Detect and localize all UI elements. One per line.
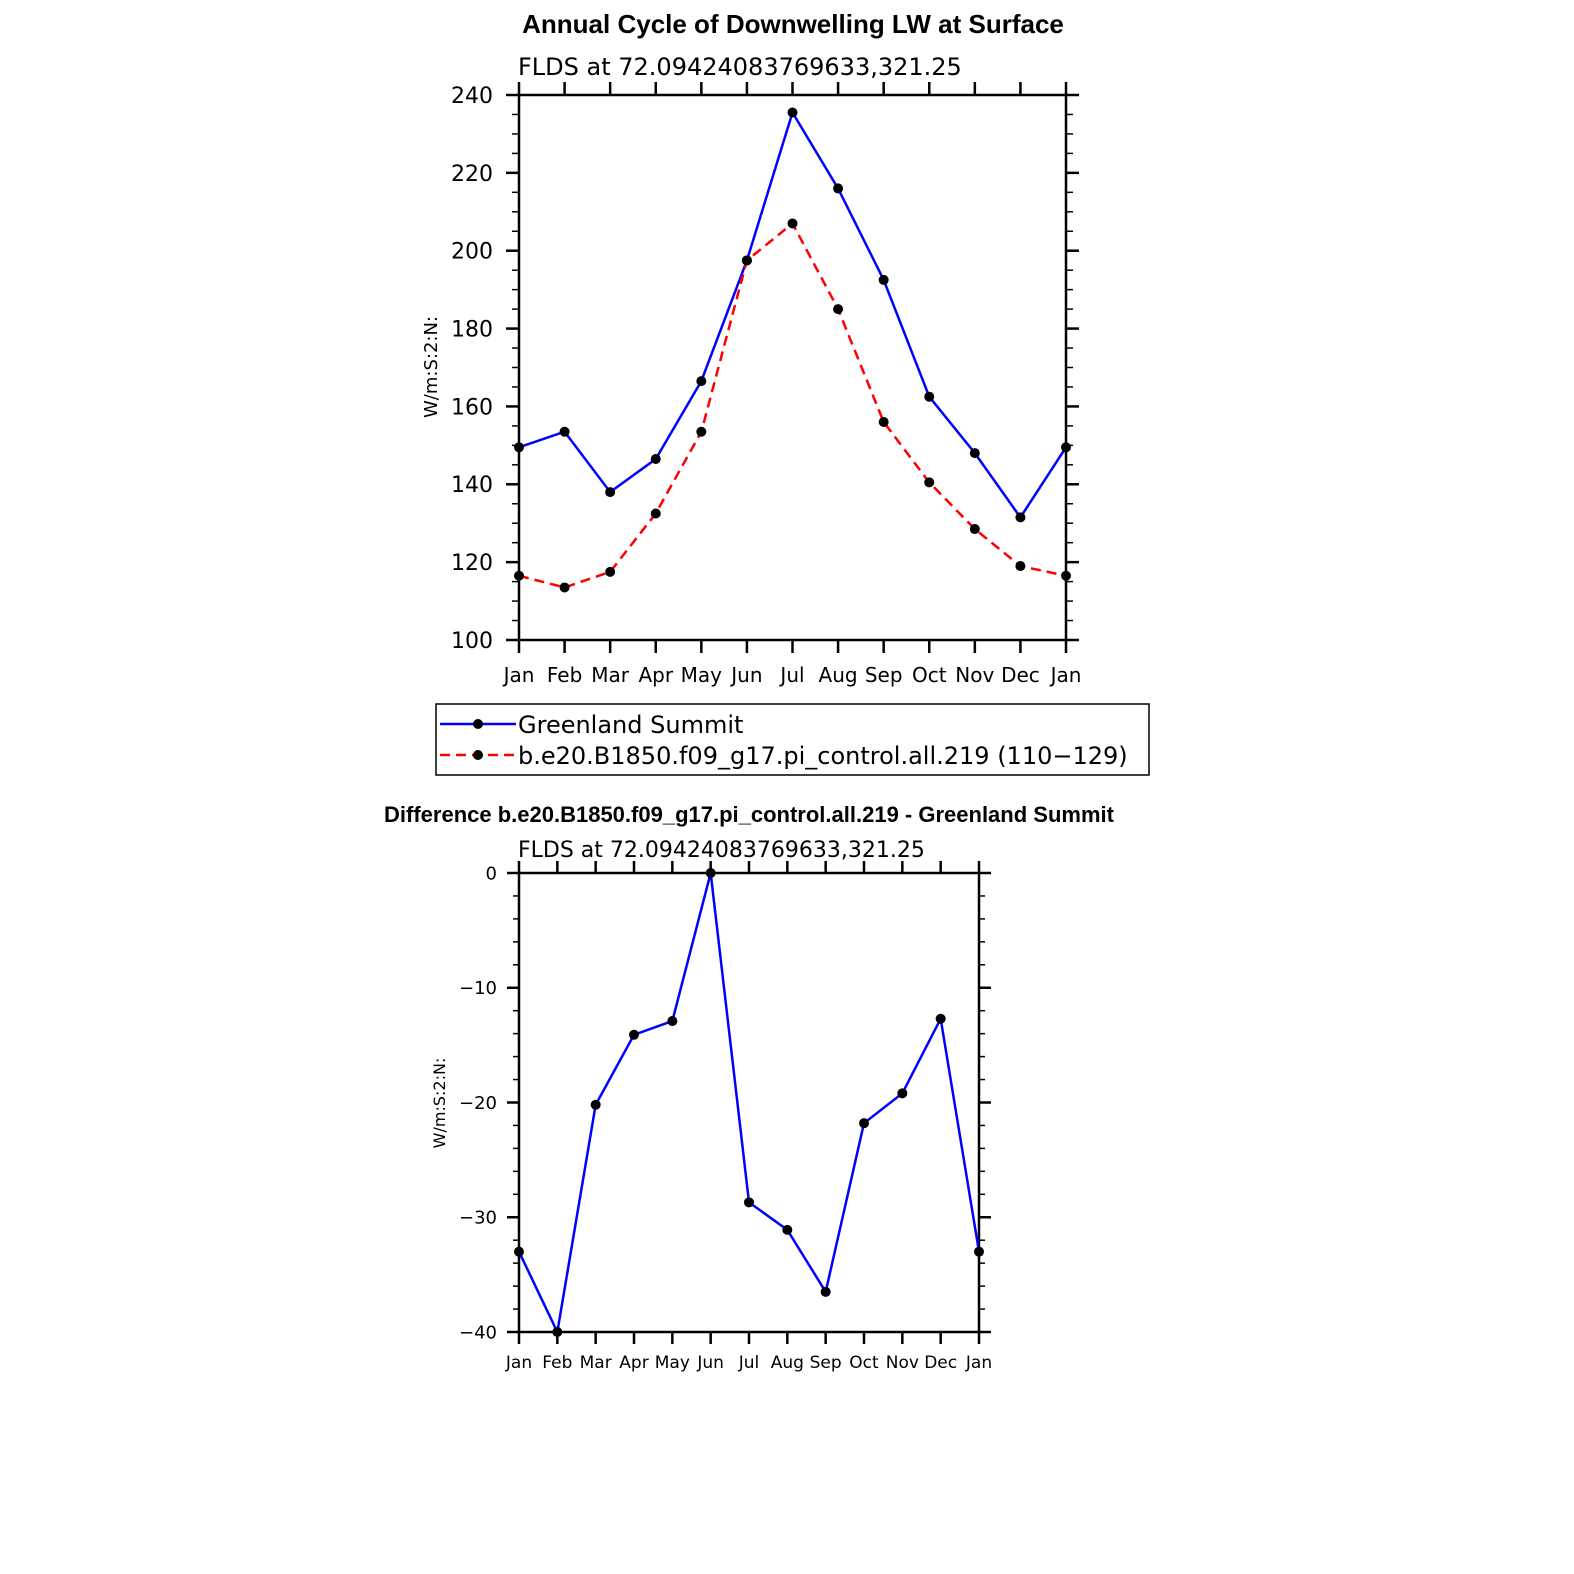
lower-data-point: [859, 1118, 869, 1128]
upper-data-point: [560, 582, 570, 592]
lower-x-tick-label: Jun: [697, 1353, 724, 1373]
lower-data-point: [706, 868, 716, 878]
upper-data-point: [970, 524, 980, 534]
upper-data-point: [605, 567, 615, 577]
lower-plot-frame: [519, 873, 979, 1332]
upper-x-tick-label: Nov: [955, 663, 995, 687]
upper-chart-ylabel: W/m:S:2:N:: [421, 316, 442, 418]
lower-data-point: [667, 1016, 677, 1026]
lower-data-point: [936, 1014, 946, 1024]
upper-data-point: [788, 218, 798, 228]
upper-data-point: [514, 571, 524, 581]
lower-data-point: [897, 1088, 907, 1098]
upper-x-tick-label: Jan: [503, 663, 535, 687]
lower-x-tick-label: Oct: [849, 1353, 879, 1373]
upper-y-tick-label: 180: [451, 317, 493, 343]
lower-x-tick-label: Jan: [965, 1353, 993, 1373]
upper-x-tick-label: Feb: [546, 663, 583, 687]
lower-chart-ylabel: W/m:S:2:N:: [430, 1057, 449, 1149]
upper-data-point: [1015, 561, 1025, 571]
upper-data-point: [651, 508, 661, 518]
lower-data-point: [821, 1287, 831, 1297]
lower-x-tick-label: Sep: [809, 1353, 842, 1373]
upper-x-tick-label: Jul: [780, 663, 805, 687]
lower-x-tick-label: Mar: [579, 1353, 612, 1373]
lower-x-tick-label: Jan: [505, 1353, 533, 1373]
upper-x-tick-label: Aug: [818, 663, 858, 687]
upper-data-point: [742, 255, 752, 265]
upper-data-point: [696, 376, 706, 386]
upper-data-point: [833, 183, 843, 193]
upper-x-tick-label: Apr: [638, 663, 674, 687]
lower-data-point: [591, 1100, 601, 1110]
upper-data-point: [879, 275, 889, 285]
lower-y-tick-label: 0: [485, 863, 497, 885]
lower-y-tick-label: −30: [459, 1207, 497, 1229]
upper-data-point: [560, 427, 570, 437]
upper-y-tick-label: 240: [451, 83, 493, 109]
lower-x-tick-label: Feb: [542, 1353, 573, 1373]
lower-chart-title: Difference b.e20.B1850.f09_g17.pi_control.all.219 - Greenland Summit: [384, 802, 1114, 827]
upper-x-tick-label: Oct: [911, 663, 947, 687]
upper-y-tick-label: 220: [451, 161, 493, 187]
lower-x-tick-label: Dec: [924, 1353, 958, 1373]
upper-x-tick-label: Dec: [1001, 663, 1040, 687]
upper-y-tick-label: 100: [451, 628, 493, 654]
lower-data-point: [552, 1327, 562, 1337]
lower-data-point: [974, 1247, 984, 1257]
lower-x-tick-label: Jul: [738, 1353, 760, 1373]
lower-data-point: [744, 1197, 754, 1207]
lower-series-line-0: [519, 873, 979, 1332]
upper-chart-panel: [421, 9, 1081, 687]
upper-chart-title: Annual Cycle of Downwelling LW at Surface: [522, 9, 1064, 39]
upper-data-point: [651, 454, 661, 464]
lower-x-tick-label: Nov: [885, 1353, 919, 1373]
upper-y-tick-label: 160: [451, 395, 493, 421]
upper-data-point: [788, 108, 798, 118]
upper-data-point: [924, 392, 934, 402]
upper-y-tick-label: 200: [451, 239, 493, 265]
lower-y-tick-label: −10: [459, 978, 497, 1000]
legend-marker-control: [473, 750, 483, 760]
lower-y-tick-label: −40: [459, 1322, 497, 1344]
upper-data-point: [924, 477, 934, 487]
lower-x-tick-label: Apr: [619, 1353, 649, 1373]
upper-plot-frame: [519, 95, 1066, 640]
upper-series-line-1: [519, 223, 1066, 587]
lower-chart-subtitle: FLDS at 72.09424083769633,321.25: [518, 838, 925, 863]
upper-series-line-0: [519, 113, 1066, 518]
legend-label-control: b.e20.B1850.f09_g17.pi_control.all.219 (110−129): [518, 742, 1128, 770]
lower-x-tick-label: May: [654, 1353, 690, 1373]
upper-data-point: [1061, 571, 1071, 581]
upper-data-point: [605, 487, 615, 497]
legend: [436, 704, 1149, 775]
upper-data-point: [833, 304, 843, 314]
upper-x-tick-label: Jun: [731, 663, 763, 687]
upper-data-point: [514, 442, 524, 452]
lower-y-tick-label: −20: [459, 1092, 497, 1114]
upper-data-point: [970, 448, 980, 458]
upper-data-point: [879, 417, 889, 427]
upper-chart-subtitle: FLDS at 72.09424083769633,321.25: [518, 53, 962, 81]
lower-data-point: [782, 1225, 792, 1235]
upper-data-point: [1015, 512, 1025, 522]
lower-data-point: [514, 1247, 524, 1257]
upper-data-point: [1061, 442, 1071, 452]
lower-x-tick-label: Aug: [770, 1353, 804, 1373]
lower-data-point: [629, 1030, 639, 1040]
upper-x-tick-label: Mar: [591, 663, 630, 687]
legend-marker-greenland: [473, 719, 483, 729]
upper-y-tick-label: 120: [451, 551, 493, 577]
upper-x-tick-label: Sep: [864, 663, 903, 687]
legend-label-greenland: Greenland Summit: [518, 711, 744, 739]
upper-y-tick-label: 140: [451, 473, 493, 499]
lower-chart-panel: [384, 802, 1115, 1373]
upper-x-tick-label: Jan: [1050, 663, 1082, 687]
upper-x-tick-label: May: [680, 663, 723, 687]
upper-data-point: [696, 427, 706, 437]
